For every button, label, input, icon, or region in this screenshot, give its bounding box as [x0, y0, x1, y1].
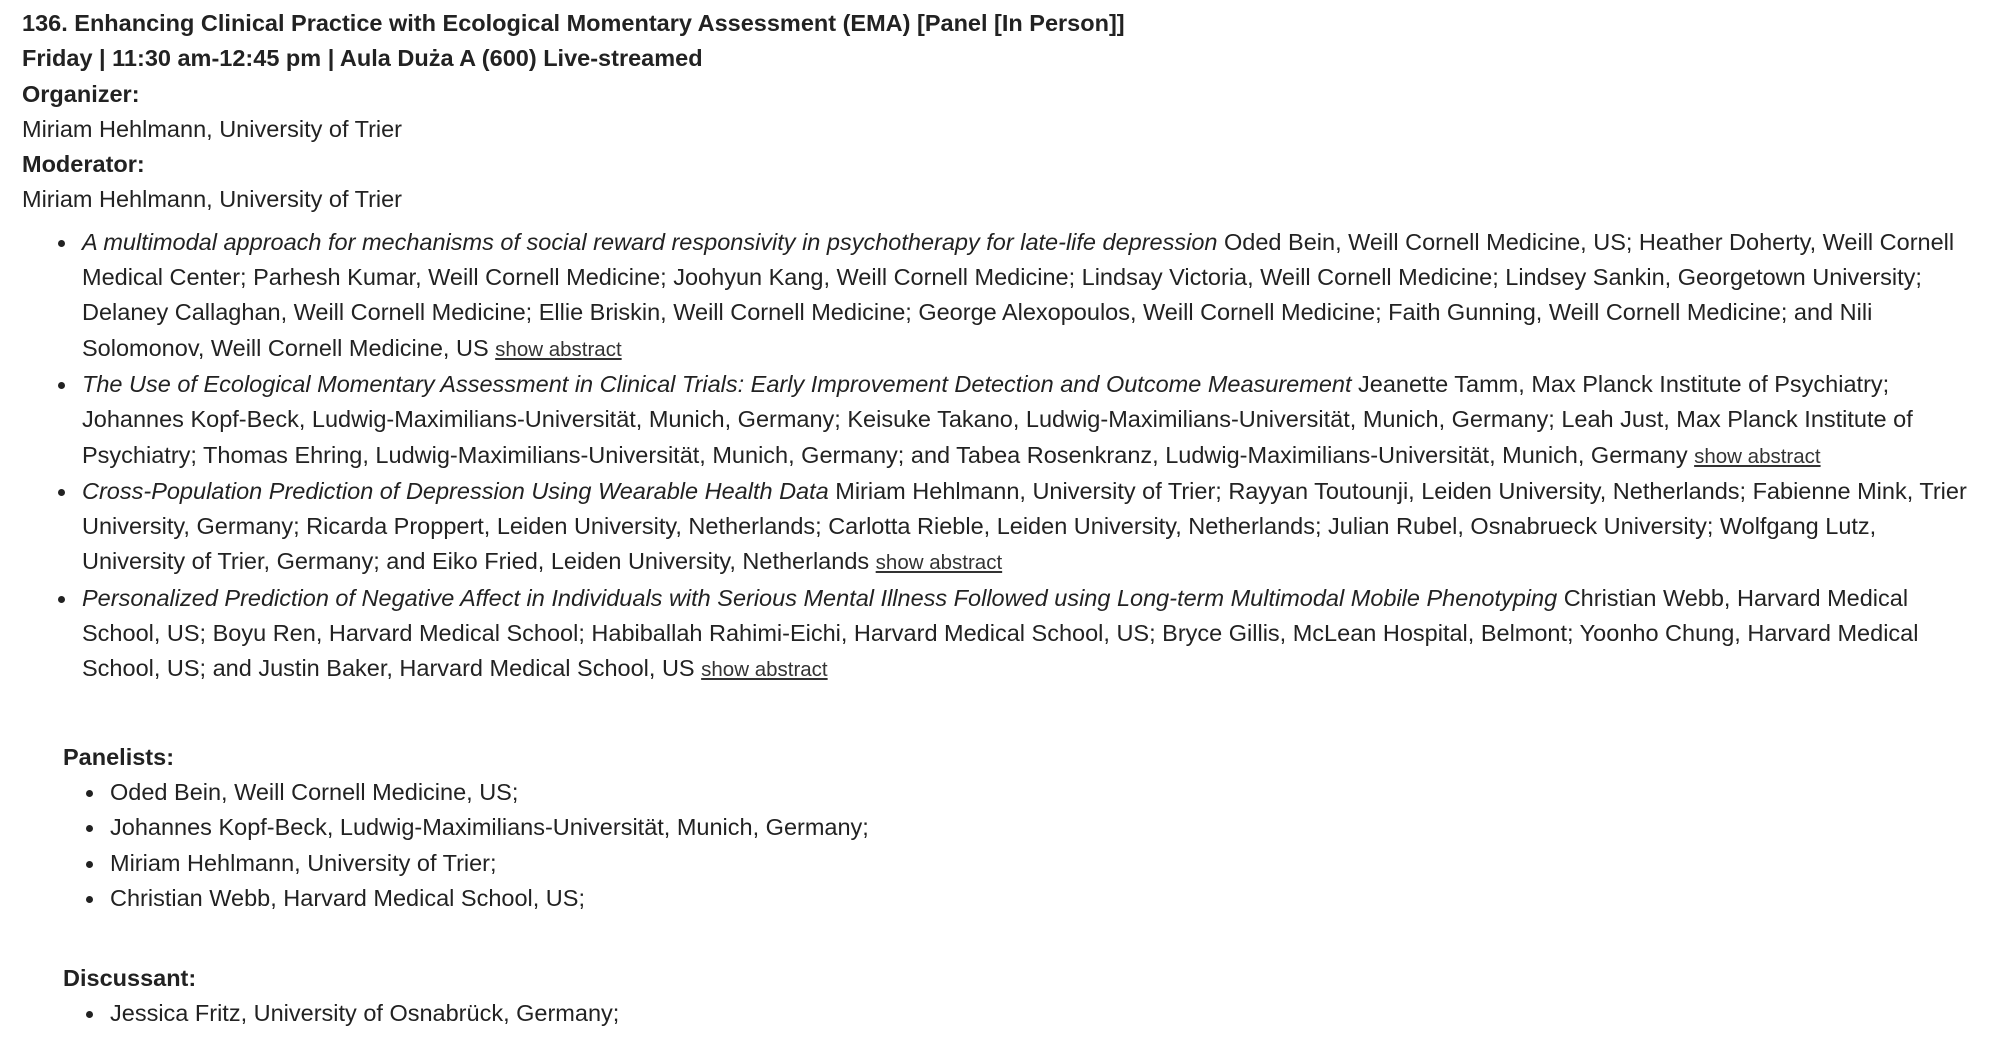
paper-authors: Oded Bein, Weill Cornell Medicine, US; Heather Doherty, Weill Cornell Medical Center; Parhesh Kumar, Weill Cornell Medicine; Joohyun Kang, Weill Cornell Medicine; Lindsay Victoria, Weill Cornell Medicine; Lindsey Sankin, Georgetown University; Delaney Callaghan, Weill Cornell Medicine; Ellie Briskin, Weill Cornell Medicine; George Alexopoulos, Weill Cornell Medicine; Faith Gunning, Weill Cornell Medicine; and Nili Solomonov, Weill Cornell Medicine, US	[82, 228, 1955, 361]
panelists-section	[22, 740, 1982, 916]
paper-authors: Jeanette Tamm, Max Planck Institute of Psychiatry; Johannes Kopf-Beck, Ludwig-Maximilians-Universität, Munich, Germany; Keisuke Takano, Ludwig-Maximilians-Universität, Munich, Germany; Leah Just, Max Planck Institute of Psychiatry; Thomas Ehring, Ludwig-Maximilians-Universität, Munich, Germany; and Tabea Rosenkranz, Ludwig-Maximilians-Universität, Munich, Germany	[82, 370, 1913, 468]
paper-title: The Use of Ecological Momentary Assessment in Clinical Trials: Early Improvement Detection and Outcome Measurement	[82, 370, 1352, 397]
discussant-section	[22, 961, 1982, 1032]
paper-title: Cross-Population Prediction of Depression Using Wearable Health Data	[82, 477, 829, 504]
discussant-list	[63, 996, 1982, 1031]
paper-item	[82, 367, 1974, 474]
session-header	[22, 6, 1982, 218]
paper-authors: Miriam Hehlmann, University of Trier; Rayyan Toutounji, Leiden University, Netherlands; Fabienne Mink, Trier University, Germany; Ricarda Proppert, Leiden University, Netherlands; Carlotta Rieble, Leiden University, Netherlands; Julian Rubel, Osnabrueck University; Wolfgang Lutz, University of Trier, Germany; and Eiko Fried, Leiden University, Netherlands	[82, 477, 1967, 575]
paper-list	[22, 225, 1982, 688]
show-abstract-link[interactable]: show abstract	[701, 658, 828, 682]
panelist-item: Christian Webb, Harvard Medical School, US;	[110, 881, 1982, 916]
panelist-item: Miriam Hehlmann, University of Trier;	[110, 846, 1982, 881]
panelists-list	[63, 775, 1982, 916]
paper-item	[82, 225, 1974, 367]
panelist-item: Johannes Kopf-Beck, Ludwig-Maximilians-Universität, Munich, Germany;	[110, 810, 1982, 845]
organizer-label: Organizer:	[22, 80, 140, 107]
paper-item	[82, 474, 1974, 581]
panelists-label: Panelists:	[63, 743, 175, 770]
discussant-label: Discussant:	[63, 965, 197, 992]
moderator-label: Moderator:	[22, 151, 145, 178]
panelist-item: Oded Bein, Weill Cornell Medicine, US;	[110, 775, 1982, 810]
show-abstract-link[interactable]: show abstract	[1694, 444, 1821, 468]
show-abstract-link[interactable]: show abstract	[495, 337, 622, 361]
paper-authors: Christian Webb, Harvard Medical School, US; Boyu Ren, Harvard Medical School; Habiballah Rahimi-Eichi, Harvard Medical School, US; Bryce Gillis, McLean Hospital, Belmont; Yoonho Chung, Harvard Medical School, US; and Justin Baker, Harvard Medical School, US	[82, 584, 1919, 682]
session-time-location: Friday | 11:30 am-12:45 pm | Aula Duża A (600) Live-streamed	[22, 45, 703, 72]
moderator-name: Miriam Hehlmann, University of Trier	[22, 186, 403, 213]
session-title: 136. Enhancing Clinical Practice with Ecological Momentary Assessment (EMA) [Panel [In Person]]	[22, 10, 1125, 36]
discussant-item: Jessica Fritz, University of Osnabrück, Germany;	[110, 996, 1982, 1031]
show-abstract-link[interactable]: show abstract	[875, 551, 1003, 575]
paper-item	[82, 581, 1974, 688]
organizer-name: Miriam Hehlmann, University of Trier	[22, 115, 403, 142]
paper-title: Personalized Prediction of Negative Affect in Individuals with Serious Mental Illness Followed using Long-term Multimodal Mobile Phenotyping	[82, 584, 1558, 611]
paper-title: A multimodal approach for mechanisms of social reward responsivity in psychotherapy for late-life depression	[82, 228, 1218, 255]
